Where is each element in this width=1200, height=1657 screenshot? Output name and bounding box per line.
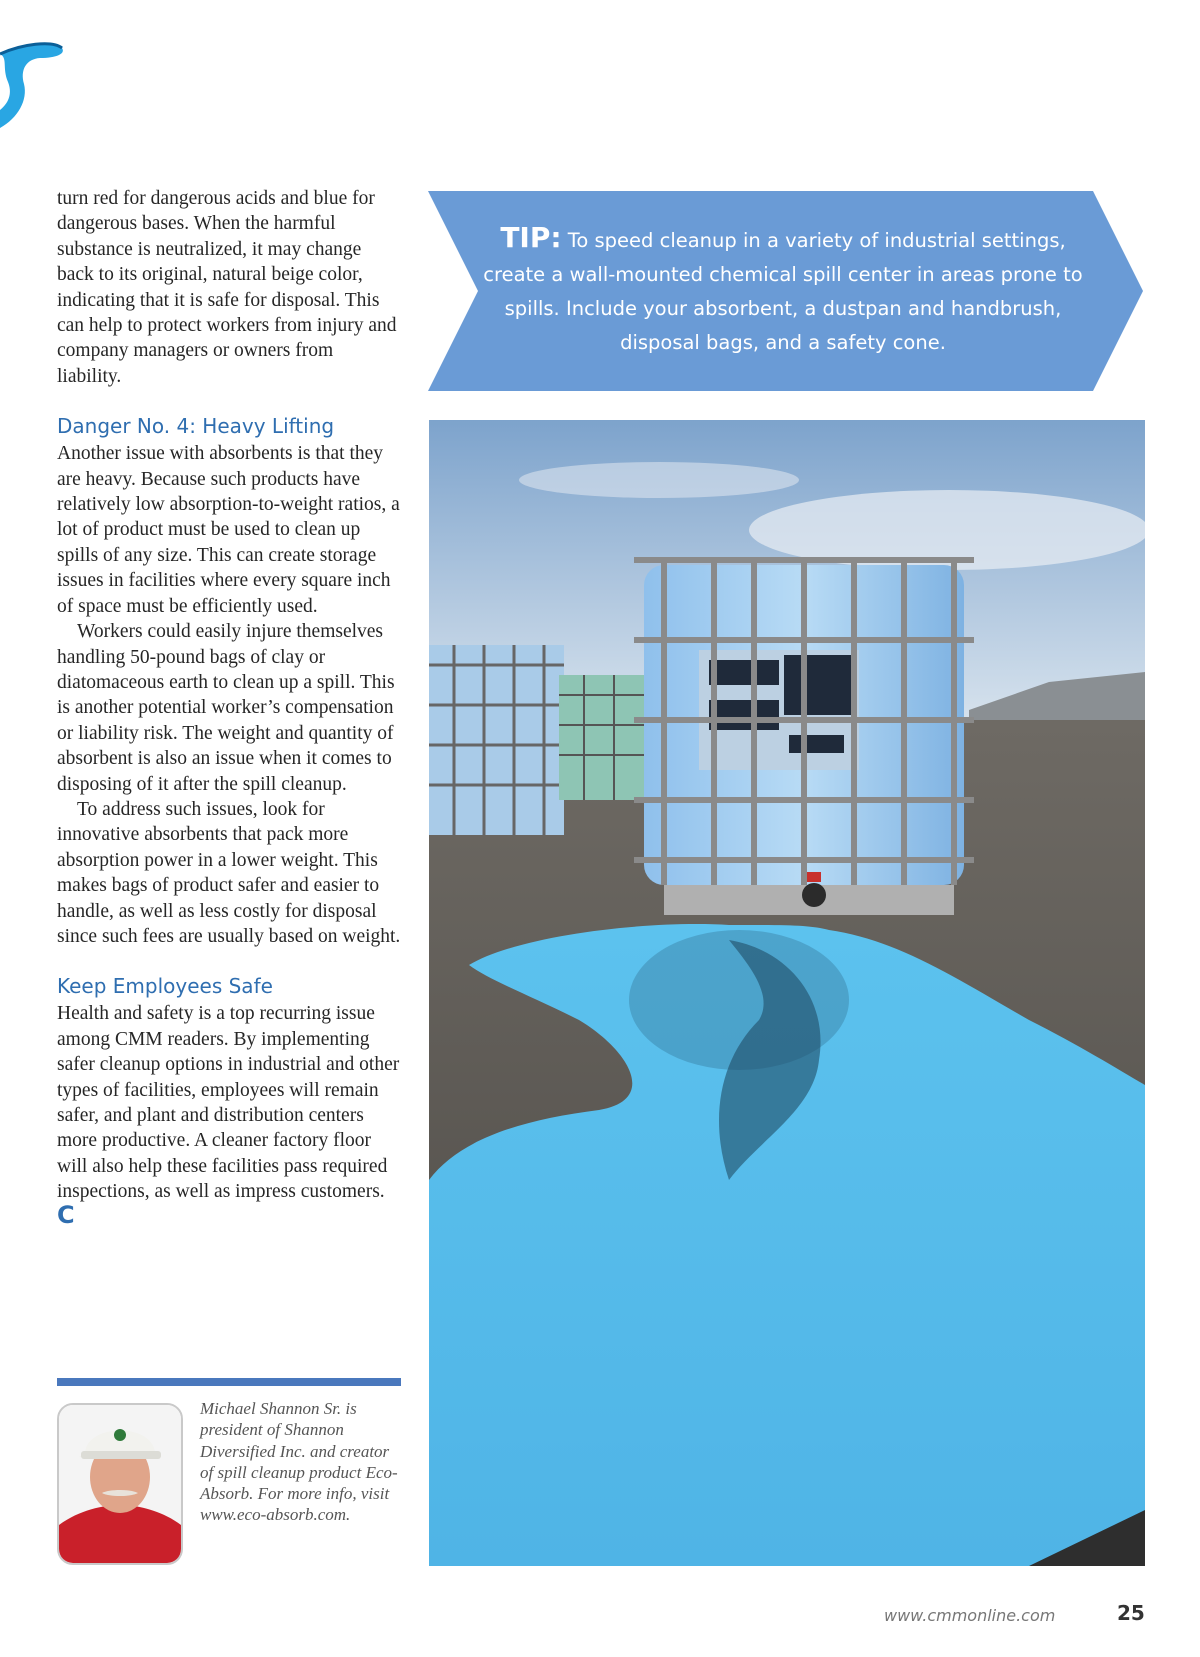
bio-divider-rule: [57, 1378, 401, 1386]
spill-photo: [429, 420, 1145, 1566]
tip-body: To speed cleanup in a variety of industrial settings, create a wall-mounted chemical spill center in areas prone to spills. Include your absorbent, a dustpan and handbrush, disposal bags, and a safety cone.: [483, 229, 1083, 354]
keep-employees-safe-paragraph: [57, 1001, 402, 1230]
tip-label: TIP:: [500, 221, 562, 254]
cloud: [519, 462, 799, 498]
magazine-swoosh-graphic: [0, 40, 70, 130]
keep-employees-safe-text: Health and safety is a top recurring issue among CMM readers. By implementing safer cleanup options in industrial and other types of facilities, employees will remain safer, and plant and distribution centers more productive. A cleaner factory floor will also help these facilities pass required inspections, as well as impress customers.: [57, 1003, 400, 1203]
tip-text-block: [483, 221, 1083, 360]
article-column: [57, 186, 402, 1230]
stain-shadow: [629, 930, 849, 1070]
section-heading-keep-employees-safe: Keep Employees Safe: [57, 974, 273, 999]
background-tote-left: [429, 645, 564, 835]
page-number: 25: [1117, 1601, 1145, 1625]
section-heading-heavy-lifting: Danger No. 4: Heavy Lifting: [57, 414, 335, 439]
ibc-tote-tank: [634, 560, 974, 915]
author-photo: [57, 1403, 183, 1565]
heavy-lifting-paragraph-1: Another issue with absorbents is that they are heavy. Because such products have relatively low absorption-to-weight ratios, a lot of product must be used to clean up spills of any size. This can create storage issues in facilities where every square inch of space must be efficiently used.: [57, 443, 400, 617]
heavy-lifting-paragraph-2: Workers could easily injure themselves handling 50-pound bags of clay or diatomaceous earth to clean up a spill. This is another potential worker’s compensation or liability risk. The weight and quantity of absorbent is also an issue when it comes to disposing of it after the spill cleanup.: [57, 621, 395, 795]
spill-photo-illustration: [429, 420, 1145, 1566]
background-tote-right: [559, 675, 649, 800]
author-portrait: [59, 1405, 181, 1563]
heavy-lifting-paragraph-3: To address such issues, look for innovative absorbents that pack more absorption power in a lower weight. This makes bags of product safer and easier to handle, as well as less costly for disposal since such fees are usually based on weight.: [57, 798, 401, 947]
footer-url[interactable]: www.cmmonline.com: [884, 1606, 1056, 1625]
tip-callout: [428, 191, 1143, 391]
author-bio: Michael Shannon Sr. is president of Shannon Diversified Inc. and creator of spill cleanup product Eco-Absorb. For more info, visit www.eco-absorb.com.: [200, 1399, 398, 1525]
intro-paragraph: turn red for dangerous acids and blue for dangerous bases. When the harmful substance is neutralized, it may change back to its original, natural beige color, indicating that it is safe for disposal. This can help to protect workers from injury and company managers or owners from liability.: [57, 188, 397, 387]
end-of-article-mark: C: [57, 1200, 75, 1229]
